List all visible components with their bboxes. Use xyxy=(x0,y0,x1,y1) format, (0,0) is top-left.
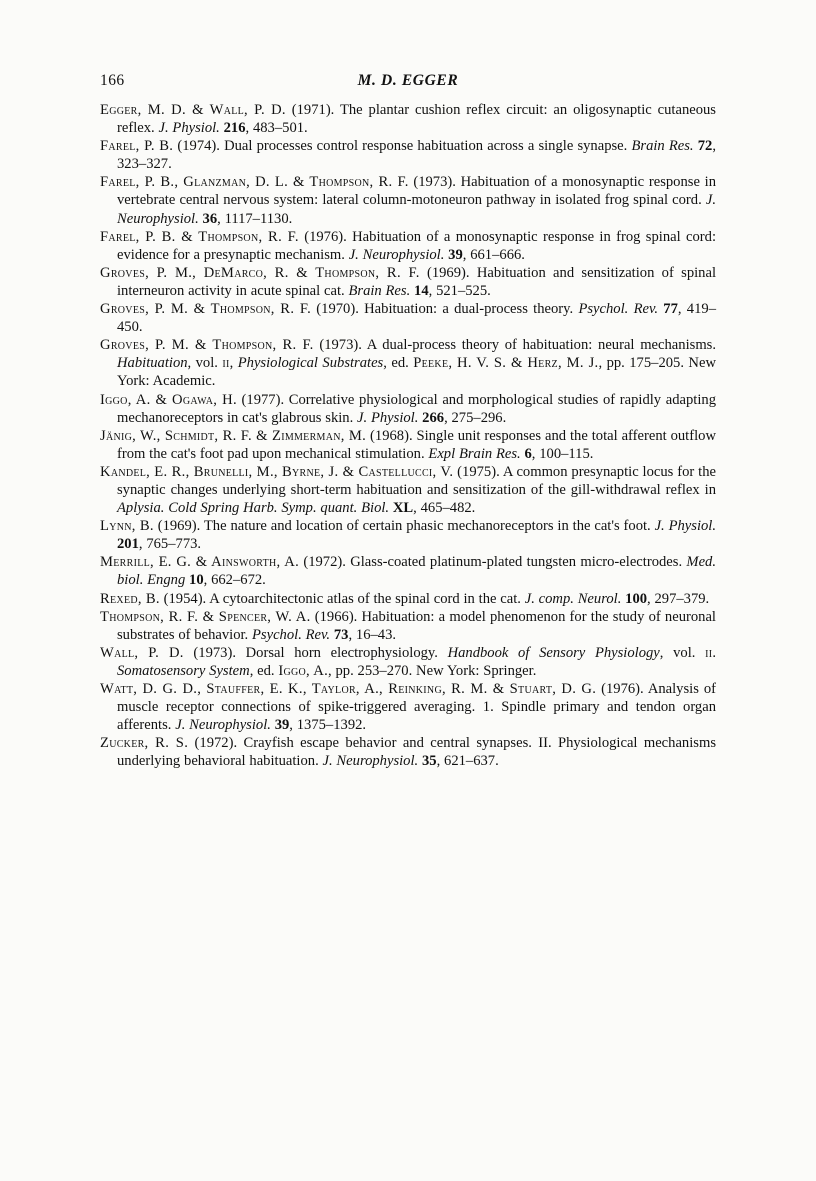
reference-segment-italic: J. Neurophysiol. xyxy=(322,753,419,770)
reference-segment-smallcaps: Groves, P. M. & Thompson, R. F. xyxy=(100,301,312,318)
reference-segment-plain: , 1375–1392. xyxy=(289,717,367,734)
reference-segment-italic: J. Neurophysiol. xyxy=(348,246,445,263)
reference-segment-plain: , pp. 175–205. New York: Academic. xyxy=(117,355,716,390)
reference-segment-plain: (1975). A common presynaptic locus for the synaptic changes underlying short-term habituation and sensitization of the gill-withdrawal reflex in xyxy=(117,463,716,498)
reference-segment-plain: , vol. xyxy=(659,644,706,661)
reference-segment-smallcaps: Zucker, R. S. xyxy=(100,735,189,752)
reference-segment-plain: , ed. xyxy=(249,662,279,679)
reference-segment-plain: , 100–115. xyxy=(531,445,594,462)
reference-segment-italic: Aplysia. Cold Spring Harb. Symp. quant. Biol. xyxy=(117,500,390,517)
reference-segment-plain: , 661–666. xyxy=(462,246,525,263)
reference-segment-italic: Expl Brain Res. xyxy=(428,445,521,462)
reference-entry xyxy=(100,734,716,770)
reference-segment-italic: J. Physiol. xyxy=(357,409,419,426)
reference-segment-italic: J. Physiol. xyxy=(654,518,717,535)
reference-segment-smallcaps: Farel, P. B. & Thompson, R. F. xyxy=(100,228,299,245)
reference-segment-italic: J. comp. Neurol. xyxy=(524,590,622,607)
reference-segment-plain: , 419–450. xyxy=(117,301,716,336)
reference-segment-plain: (1973). Dorsal horn electrophysiology. xyxy=(183,644,448,661)
reference-segment-plain: (1974). Dual processes control response habituation across a single synapse. xyxy=(173,138,632,155)
reference-segment-plain: (1970). Habituation: a dual-process theory. xyxy=(311,301,579,318)
reference-segment-bold: 10 xyxy=(189,572,204,589)
references-list xyxy=(100,101,716,770)
reference-segment-bold: 6 xyxy=(524,445,532,462)
reference-segment-smallcaps: Iggo, A. xyxy=(278,662,329,679)
reference-segment-plain: (1968). Single unit responses and the total afferent outflow from the cat's foot pad upon mechanical stimulation. xyxy=(117,427,716,462)
reference-segment-plain: (1973). Habituation of a monosynaptic response in vertebrate central nervous system: lateral column-motoneuron pathway in isolated frog spinal cord. xyxy=(117,174,716,209)
reference-segment-plain: , 621–637. xyxy=(436,753,499,770)
reference-entry xyxy=(100,137,716,173)
reference-segment-italic: Habituation xyxy=(117,355,188,372)
reference-segment-italic: Brain Res. xyxy=(348,282,411,299)
reference-segment-bold: 73 xyxy=(333,626,349,643)
reference-segment-italic: Handbook of Sensory Physiology xyxy=(447,644,660,661)
reference-entry xyxy=(100,608,716,644)
reference-segment-smallcaps: Watt, D. G. D., Stauffer, E. K., Taylor, A., Reinking, R. M. & Stuart, D. G. xyxy=(100,681,597,697)
reference-segment-plain: , 521–525. xyxy=(428,282,491,299)
reference-segment-bold: 201 xyxy=(117,536,139,553)
reference-entry xyxy=(100,553,716,589)
reference-segment-plain: , 483–501. xyxy=(245,120,308,137)
reference-segment-plain: , 465–482. xyxy=(413,500,476,517)
reference-segment-plain: (1966). Habituation: a model phenomenon for the study of neuronal substrates of behavior. xyxy=(117,608,716,643)
reference-entry xyxy=(100,680,716,734)
reference-segment-bold: 36 xyxy=(202,210,218,227)
reference-segment-plain: , 765–773. xyxy=(138,536,202,553)
reference-segment-plain: (1976). Analysis of muscle receptor connections of spike-triggered averaging. 1. Spindle primary and tendon organ afferents. xyxy=(117,681,716,734)
reference-segment-bold: 39 xyxy=(274,717,290,734)
reference-segment-plain: , 1117–1130. xyxy=(217,210,293,227)
reference-segment-plain: , 275–296. xyxy=(444,409,507,426)
reference-segment-smallcaps: ii xyxy=(705,644,713,661)
reference-segment-smallcaps: Rexed, B. xyxy=(100,590,160,607)
reference-segment-bold: 77 xyxy=(663,301,678,318)
reference-segment-bold: 266 xyxy=(422,409,445,426)
reference-entry xyxy=(100,391,716,427)
reference-entry xyxy=(100,590,716,608)
reference-segment-plain: , xyxy=(229,355,238,372)
reference-segment-italic: Somatosensory System xyxy=(117,662,250,679)
reference-segment-italic: J. Physiol. xyxy=(158,120,220,137)
reference-segment-plain: , ed. xyxy=(383,355,414,372)
reference-entry xyxy=(100,300,716,336)
reference-segment-plain: , pp. 253–270. New York: Springer. xyxy=(328,662,537,679)
reference-entry xyxy=(100,228,716,264)
reference-segment-smallcaps: Jänig, W., Schmidt, R. F. & Zimmerman, M. xyxy=(100,427,367,444)
reference-segment-plain: , 16–43. xyxy=(348,626,397,643)
reference-segment-smallcaps: Groves, P. M. & Thompson, R. F. xyxy=(100,337,314,354)
reference-segment-smallcaps: Lynn, B. xyxy=(100,518,154,535)
reference-segment-smallcaps: Groves, P. M., DeMarco, R. & Thompson, R. F. xyxy=(100,264,420,281)
reference-segment-smallcaps: Farel, P. B. xyxy=(100,138,174,155)
reference-entry xyxy=(100,264,716,300)
reference-segment-plain: , vol. xyxy=(187,355,223,372)
reference-segment-smallcaps: Peeke, H. V. S. & Herz, M. J. xyxy=(413,355,599,372)
reference-segment-plain: (1969). Habituation and sensitization of spinal interneuron activity in acute spinal cat. xyxy=(117,264,717,299)
page-header xyxy=(100,72,716,94)
reference-entry xyxy=(100,463,716,517)
reference-segment-italic: J. Neurophysiol. xyxy=(117,192,716,227)
reference-segment-plain: (1976). Habituation of a monosynaptic response in frog spinal cord: evidence for a presynaptic mechanism. xyxy=(117,228,716,263)
reference-entry xyxy=(100,101,716,137)
reference-segment-smallcaps: Wall, P. D. xyxy=(100,644,184,661)
reference-segment-plain: (1977). Correlative physiological and morphological studies of rapidly adapting mechanoreceptors in cat's glabrous skin. xyxy=(117,391,717,426)
reference-segment-bold: 216 xyxy=(223,120,246,137)
reference-segment-smallcaps: Merrill, E. G. & Ainsworth, A. xyxy=(100,554,300,571)
reference-segment-italic: Med. biol. Engng xyxy=(117,554,717,589)
reference-entry xyxy=(100,336,716,390)
reference-segment-plain: (1969). The nature and location of certain phasic mechanoreceptors in the cat's foot. xyxy=(153,518,655,535)
reference-segment-plain: (1972). Crayfish escape behavior and central synapses. II. Physiological mechanisms underlying behavioral habituation. xyxy=(117,735,716,770)
reference-entry xyxy=(100,644,716,680)
reference-segment-smallcaps: Iggo, A. & Ogawa, H. xyxy=(100,391,237,408)
reference-segment-smallcaps: ii xyxy=(222,355,230,372)
reference-segment-plain: , 323–327. xyxy=(117,138,716,173)
reference-segment-plain: (1973). A dual-process theory of habituation: neural mechanisms. xyxy=(313,337,716,354)
reference-segment-smallcaps: Kandel, E. R., Brunelli, M., Byrne, J. & Castellucci, V. xyxy=(100,463,454,480)
reference-segment-italic: Physiological Substrates xyxy=(237,355,384,372)
reference-segment-plain: (1972). Glass-coated platinum-plated tungsten micro-electrodes. xyxy=(299,554,687,571)
running-head: M. D. EGGER xyxy=(357,72,459,89)
reference-segment-plain: (1971). The plantar cushion reflex circuit: an oligosynaptic cutaneous reflex. xyxy=(117,102,716,137)
reference-entry xyxy=(100,173,716,227)
reference-segment-plain: . xyxy=(712,644,716,661)
reference-segment-smallcaps: Farel, P. B., Glanzman, D. L. & Thompson, R. F. xyxy=(100,174,409,191)
reference-segment-italic: Psychol. Rev. xyxy=(252,626,331,643)
reference-segment-bold: 72 xyxy=(697,138,713,155)
reference-segment-italic: Psychol. Rev. xyxy=(578,301,658,318)
reference-segment-italic: J. Neurophysiol. xyxy=(175,717,271,734)
reference-segment-bold: 39 xyxy=(448,246,463,263)
reference-segment-bold: 100 xyxy=(625,590,648,607)
reference-entry xyxy=(100,517,716,553)
reference-segment-plain: (1954). A cytoarchitectonic atlas of the spinal cord in the cat. xyxy=(159,590,525,607)
reference-segment-smallcaps: Egger, M. D. & Wall, P. D. xyxy=(100,102,286,118)
reference-segment-smallcaps: Thompson, R. F. & Spencer, W. A. xyxy=(100,608,311,625)
reference-segment-bold: XL xyxy=(392,500,414,517)
reference-segment-bold: 14 xyxy=(414,282,429,299)
page-number: 166 xyxy=(100,72,125,89)
reference-segment-plain: , 297–379. xyxy=(647,590,710,607)
reference-segment-italic: Brain Res. xyxy=(631,138,694,155)
reference-segment-plain: , 662–672. xyxy=(203,572,266,589)
reference-segment-bold: 35 xyxy=(421,753,437,770)
reference-entry xyxy=(100,427,716,463)
